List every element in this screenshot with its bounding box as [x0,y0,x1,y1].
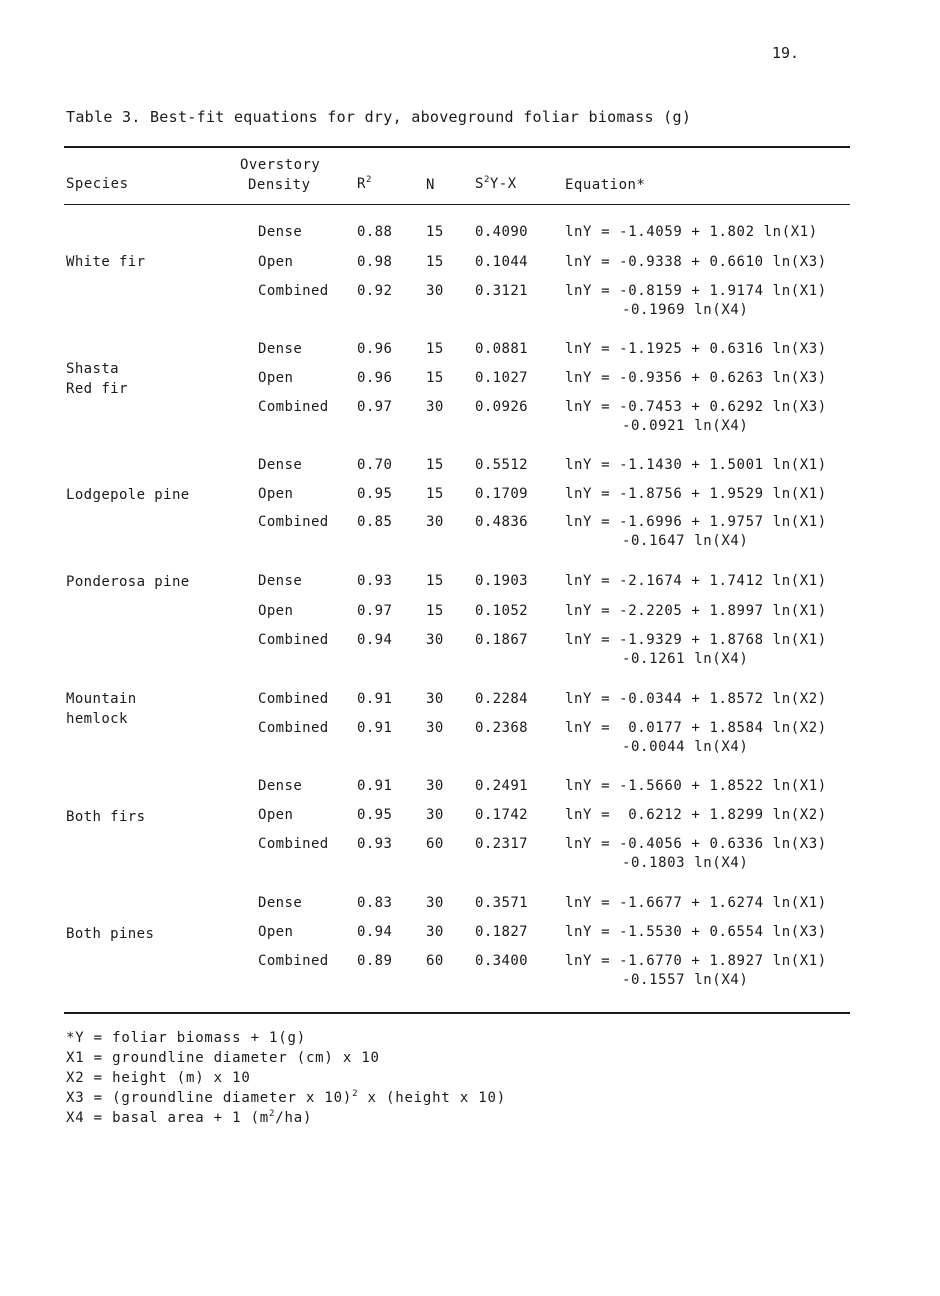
cell-equation-continued: -0.1557 ln(X4) [622,972,749,988]
header-rule [64,204,850,205]
footnote-x2: X2 = height (m) x 10 [66,1070,251,1086]
header-species: Species [66,176,129,192]
cell-equation: lnY = -0.7453 + 0.6292 ln(X3) [565,399,827,415]
cell-equation: lnY = -1.1925 + 0.6316 ln(X3) [565,341,827,357]
cell-n: 15 [426,573,444,589]
cell-n: 60 [426,836,444,852]
cell-variance: 0.3400 [475,953,528,969]
cell-variance: 0.4836 [475,514,528,530]
bottom-rule [64,1012,850,1014]
species-label: Mountain [66,691,137,707]
cell-r-squared: 0.91 [357,778,393,794]
cell-equation-continued: -0.1647 ln(X4) [622,533,749,549]
top-rule [64,146,850,148]
cell-n: 15 [426,457,444,473]
cell-n: 15 [426,603,444,619]
cell-equation: lnY = -0.0344 + 1.8572 ln(X2) [565,691,827,707]
cell-r-squared: 0.88 [357,224,393,240]
cell-n: 30 [426,924,444,940]
cell-density: Dense [258,895,303,911]
cell-n: 30 [426,778,444,794]
cell-variance: 0.1044 [475,254,528,270]
cell-r-squared: 0.96 [357,341,393,357]
cell-density: Open [258,807,294,823]
cell-equation-continued: -0.1261 ln(X4) [622,651,749,667]
species-label: Both firs [66,809,146,825]
cell-equation: lnY = -0.9338 + 0.6610 ln(X3) [565,254,827,270]
cell-density: Open [258,603,294,619]
cell-r-squared: 0.89 [357,953,393,969]
cell-density: Dense [258,224,303,240]
cell-n: 15 [426,224,444,240]
cell-variance: 0.1052 [475,603,528,619]
cell-variance: 0.1709 [475,486,528,502]
cell-density: Combined [258,283,329,299]
cell-equation: lnY = -0.9356 + 0.6263 ln(X3) [565,370,827,386]
cell-variance: 0.3121 [475,283,528,299]
cell-variance: 0.3571 [475,895,528,911]
species-label: Shasta [66,361,119,377]
footnote-x1: X1 = groundline diameter (cm) x 10 [66,1050,380,1066]
cell-r-squared: 0.93 [357,836,393,852]
cell-r-squared: 0.91 [357,691,393,707]
cell-density: Dense [258,573,303,589]
cell-r-squared: 0.95 [357,486,393,502]
cell-equation-continued: -0.0044 ln(X4) [622,739,749,755]
cell-n: 15 [426,486,444,502]
header-n: N [426,177,435,193]
cell-density: Combined [258,632,329,648]
cell-density: Open [258,370,294,386]
cell-variance: 0.2368 [475,720,528,736]
cell-equation: lnY = -1.6677 + 1.6274 ln(X1) [565,895,827,911]
cell-equation-continued: -0.1803 ln(X4) [622,855,749,871]
cell-density: Dense [258,778,303,794]
cell-r-squared: 0.95 [357,807,393,823]
cell-variance: 0.1867 [475,632,528,648]
cell-r-squared: 0.83 [357,895,393,911]
cell-variance: 0.2317 [475,836,528,852]
cell-n: 30 [426,720,444,736]
cell-density: Combined [258,514,329,530]
cell-equation: lnY = -1.1430 + 1.5001 ln(X1) [565,457,827,473]
cell-n: 30 [426,691,444,707]
species-label-line2: hemlock [66,711,128,727]
species-label: Ponderosa pine [66,574,190,590]
cell-equation: lnY = 0.0177 + 1.8584 ln(X2) [565,720,827,736]
table-caption: Table 3. Best-fit equations for dry, aboveground foliar biomass (g) [66,108,692,126]
cell-density: Combined [258,720,329,736]
cell-variance: 0.1903 [475,573,528,589]
cell-variance: 0.1027 [475,370,528,386]
cell-equation: lnY = -2.2205 + 1.8997 ln(X1) [565,603,827,619]
cell-r-squared: 0.98 [357,254,393,270]
cell-density: Combined [258,691,329,707]
cell-density: Open [258,486,294,502]
cell-density: Combined [258,836,329,852]
cell-equation: lnY = -1.5660 + 1.8522 ln(X1) [565,778,827,794]
cell-equation: lnY = -1.6996 + 1.9757 ln(X1) [565,514,827,530]
cell-variance: 0.1827 [475,924,528,940]
cell-variance: 0.0881 [475,341,528,357]
cell-equation-continued: -0.1969 ln(X4) [622,302,749,318]
cell-equation: lnY = -0.4056 + 0.6336 ln(X3) [565,836,827,852]
header-r-squared: $R^2$ [357,175,372,192]
header-variance: $S^2Y-X$ [475,175,517,192]
cell-n: 60 [426,953,444,969]
cell-r-squared: 0.91 [357,720,393,736]
cell-density: Dense [258,457,303,473]
header-equation: Equation* [565,177,646,193]
cell-equation: lnY = -1.6770 + 1.8927 ln(X1) [565,953,827,969]
cell-n: 30 [426,807,444,823]
cell-r-squared: 0.96 [357,370,393,386]
cell-r-squared: 0.93 [357,573,393,589]
cell-r-squared: 0.92 [357,283,393,299]
cell-density: Open [258,254,294,270]
header-density-line1: Overstory [240,157,321,173]
cell-n: 30 [426,283,444,299]
cell-equation: lnY = -0.8159 + 1.9174 ln(X1) [565,283,827,299]
cell-r-squared: 0.94 [357,632,393,648]
cell-variance: 0.5512 [475,457,528,473]
species-label: Both pines [66,926,155,942]
cell-variance: 0.2284 [475,691,528,707]
cell-equation: lnY = -1.4059 + 1.802 ln(X1) [565,224,818,240]
cell-variance: 0.2491 [475,778,528,794]
cell-n: 15 [426,341,444,357]
cell-equation: lnY = -1.8756 + 1.9529 ln(X1) [565,486,827,502]
cell-equation-continued: -0.0921 ln(X4) [622,418,749,434]
cell-n: 30 [426,514,444,530]
cell-variance: 0.0926 [475,399,528,415]
cell-r-squared: 0.97 [357,399,393,415]
cell-density: Dense [258,341,303,357]
cell-r-squared: 0.94 [357,924,393,940]
footnote-y: *Y = foliar biomass + 1(g) [66,1030,306,1046]
cell-variance: 0.1742 [475,807,528,823]
header-density-line2: Density [248,177,311,193]
cell-r-squared: 0.97 [357,603,393,619]
cell-n: 30 [426,399,444,415]
species-label-line2: Red fir [66,381,128,397]
species-label: Lodgepole pine [66,487,190,503]
species-label: White fir [66,254,146,270]
cell-n: 15 [426,370,444,386]
cell-n: 30 [426,895,444,911]
cell-equation: lnY = -1.9329 + 1.8768 ln(X1) [565,632,827,648]
cell-equation: lnY = 0.6212 + 1.8299 ln(X2) [565,807,827,823]
cell-equation: lnY = -1.5530 + 0.6554 ln(X3) [565,924,827,940]
page-number: 19. [772,44,800,62]
cell-r-squared: 0.70 [357,457,393,473]
cell-density: Open [258,924,294,940]
cell-equation: lnY = -2.1674 + 1.7412 ln(X1) [565,573,827,589]
cell-n: 30 [426,632,444,648]
cell-variance: 0.4090 [475,224,528,240]
cell-r-squared: 0.85 [357,514,393,530]
footnote-x4: X4 = basal area + 1 $(m^2/ha)$ [66,1109,313,1126]
cell-density: Combined [258,399,329,415]
cell-density: Combined [258,953,329,969]
footnote-x3: X3 = (groundline diameter x 10)$^2$ x (height x 10) [66,1089,506,1106]
cell-n: 15 [426,254,444,270]
